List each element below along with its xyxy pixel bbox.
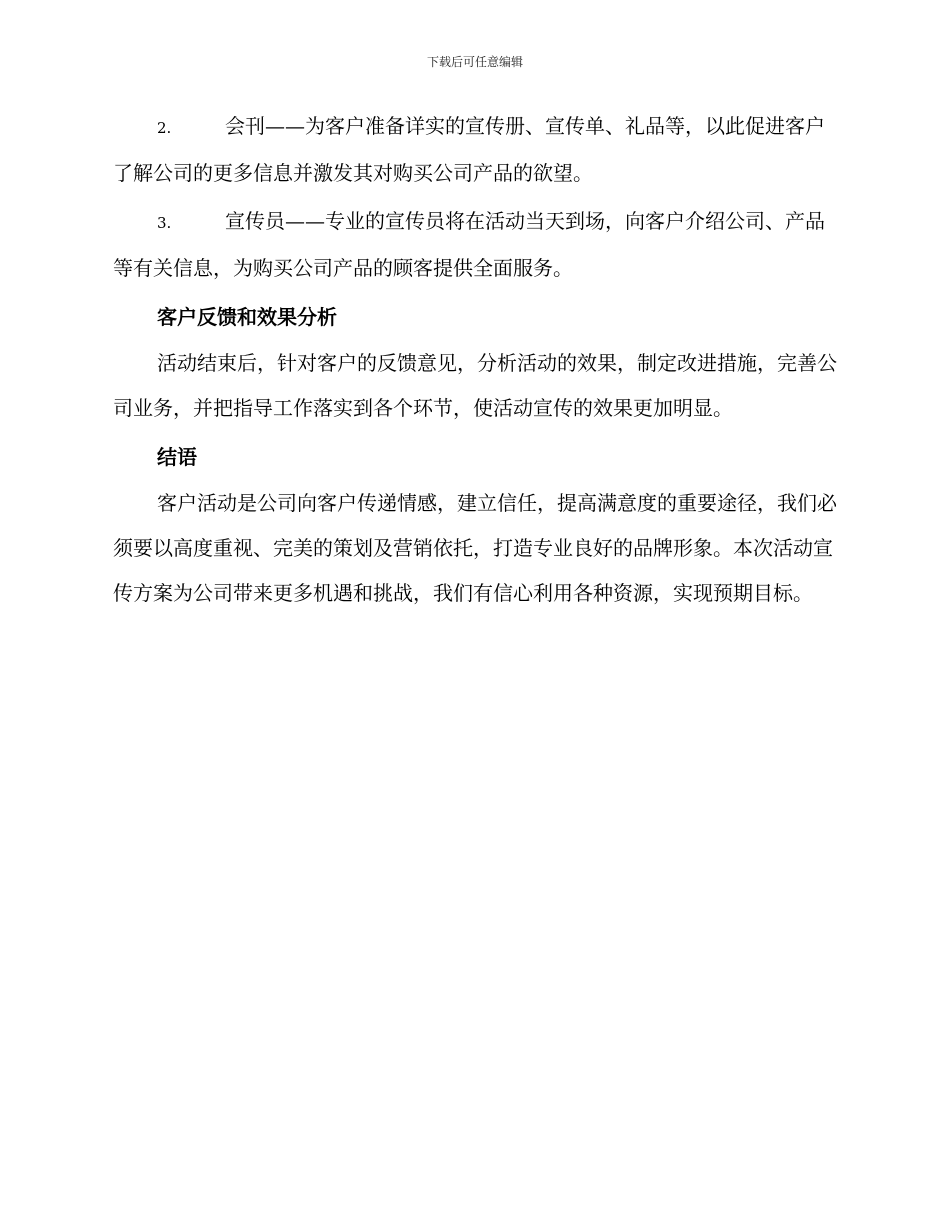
section-paragraph-conclusion: 客户活动是公司向客户传递情感，建立信任，提高满意度的重要途径，我们必须要以高度重视、完美的策划及营销依托，打造专业良好的品牌形象。本次活动宣传方案为公司带来更多机遇和挑战，我们有信心利用各种资源，实现预期目标。 (113, 491, 837, 605)
list-item-number: 3. (157, 214, 172, 232)
list-item (113, 199, 837, 291)
section-heading-feedback: 客户反馈和效果分析 (157, 305, 337, 329)
list-item (113, 104, 837, 196)
list-item-text: 会刊——为客户准备详实的宣传册、宣传单、礼品等，以此促进客户了解公司的更多信息并激发其对购买公司产品的欲望。 (113, 114, 825, 185)
list-item-number: 2. (157, 119, 172, 137)
section-paragraph-feedback: 活动结束后，针对客户的反馈意见，分析活动的效果，制定改进措施，完善公司业务，并把指导工作落实到各个环节，使活动宣传的效果更加明显。 (113, 351, 837, 420)
list-item-text: 宣传员——专业的宣传员将在活动当天到场，向客户介绍公司、产品等有关信息，为购买公司产品的顾客提供全面服务。 (113, 209, 825, 280)
page-header: 下载后可任意编辑 (426, 55, 523, 69)
section-heading-conclusion: 结语 (157, 445, 197, 469)
document-body (113, 104, 837, 619)
